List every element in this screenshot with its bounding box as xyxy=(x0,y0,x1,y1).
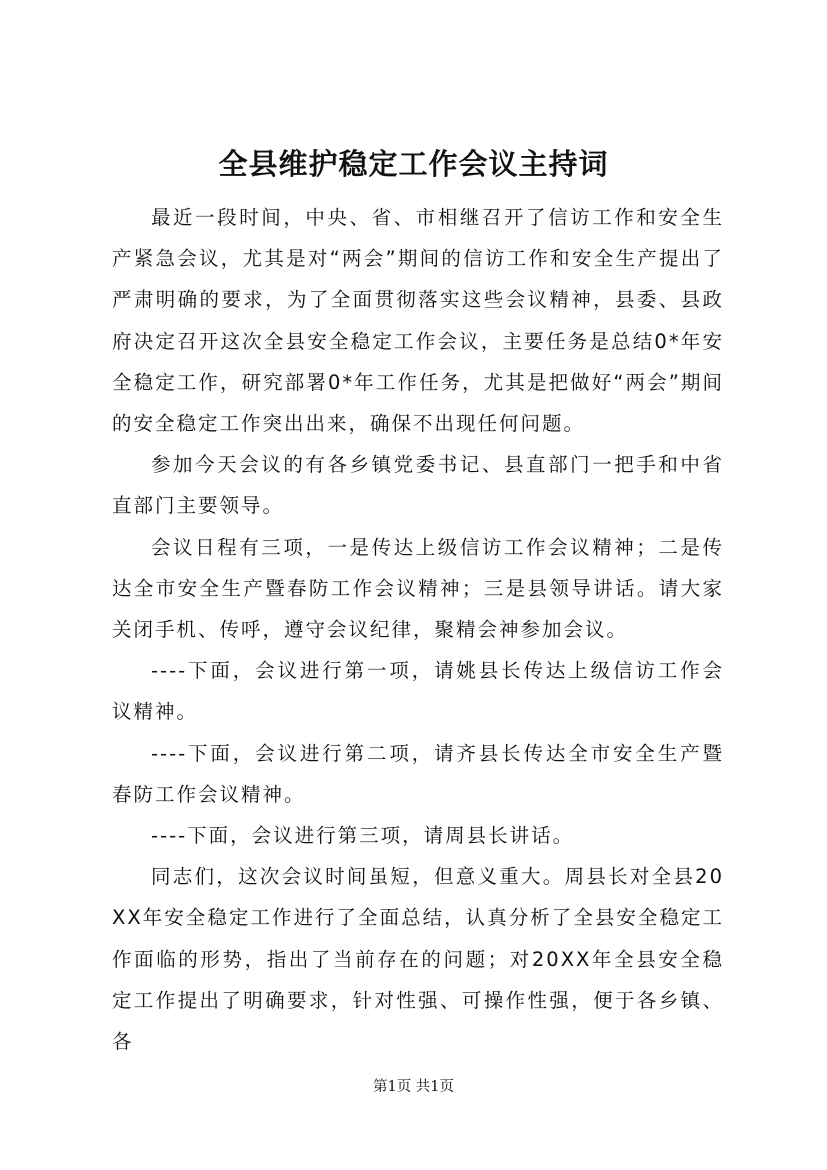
paragraph-item-three: ----下面，会议进行第三项，请周县长讲话。 xyxy=(151,824,575,848)
paragraph-item-two: ----下面，会议进行第二项，请齐县长传达全市安全生产暨春防工作会议精神。 xyxy=(112,741,724,806)
page-footer: 第1页 共1页 xyxy=(372,1079,455,1095)
paragraph-closing: 同志们，这次会议时间虽短，但意义重大。周县长对全县20XX年安全稳定工作进行了全面总结，认真分析了全县安全稳定工作面临的形势，指出了当前存在的问题；对20XX年全县安全稳定工作提出了明确要求，针对性强、可操作性强，便于各乡镇、各 xyxy=(112,865,724,1054)
paragraph-agenda: 会议日程有三项，一是传达上级信访工作会议精神；二是传达全市安全生产暨春防工作会议精神；三是县领导讲话。请大家关闭手机、传呼，遵守会议纪律，聚精会神参加会议。 xyxy=(112,535,724,642)
paragraph-item-one: ----下面，会议进行第一项，请姚县长传达上级信访工作会议精神。 xyxy=(112,659,724,724)
document-title: 全县维护稳定工作会议主持词 xyxy=(218,147,609,181)
paragraph-attendees: 参加今天会议的有各乡镇党委书记、县直部门一把手和中省直部门主要领导。 xyxy=(112,453,724,518)
paragraph-intro: 最近一段时间，中央、省、市相继召开了信访工作和安全生产紧急会议，尤其是对“两会”期间的信访工作和安全生产提出了严肃明确的要求，为了全面贯彻落实这些会议精神，县委、县政府决定召开这次全县安全稳定工作会议，主要任务是总结0*年安全稳定工作，研究部署0*年工作任务，尤其是把做好“两会”期间的安全稳定工作突出出来，确保不出现任何问题。 xyxy=(112,206,724,436)
document-body xyxy=(112,197,724,1062)
